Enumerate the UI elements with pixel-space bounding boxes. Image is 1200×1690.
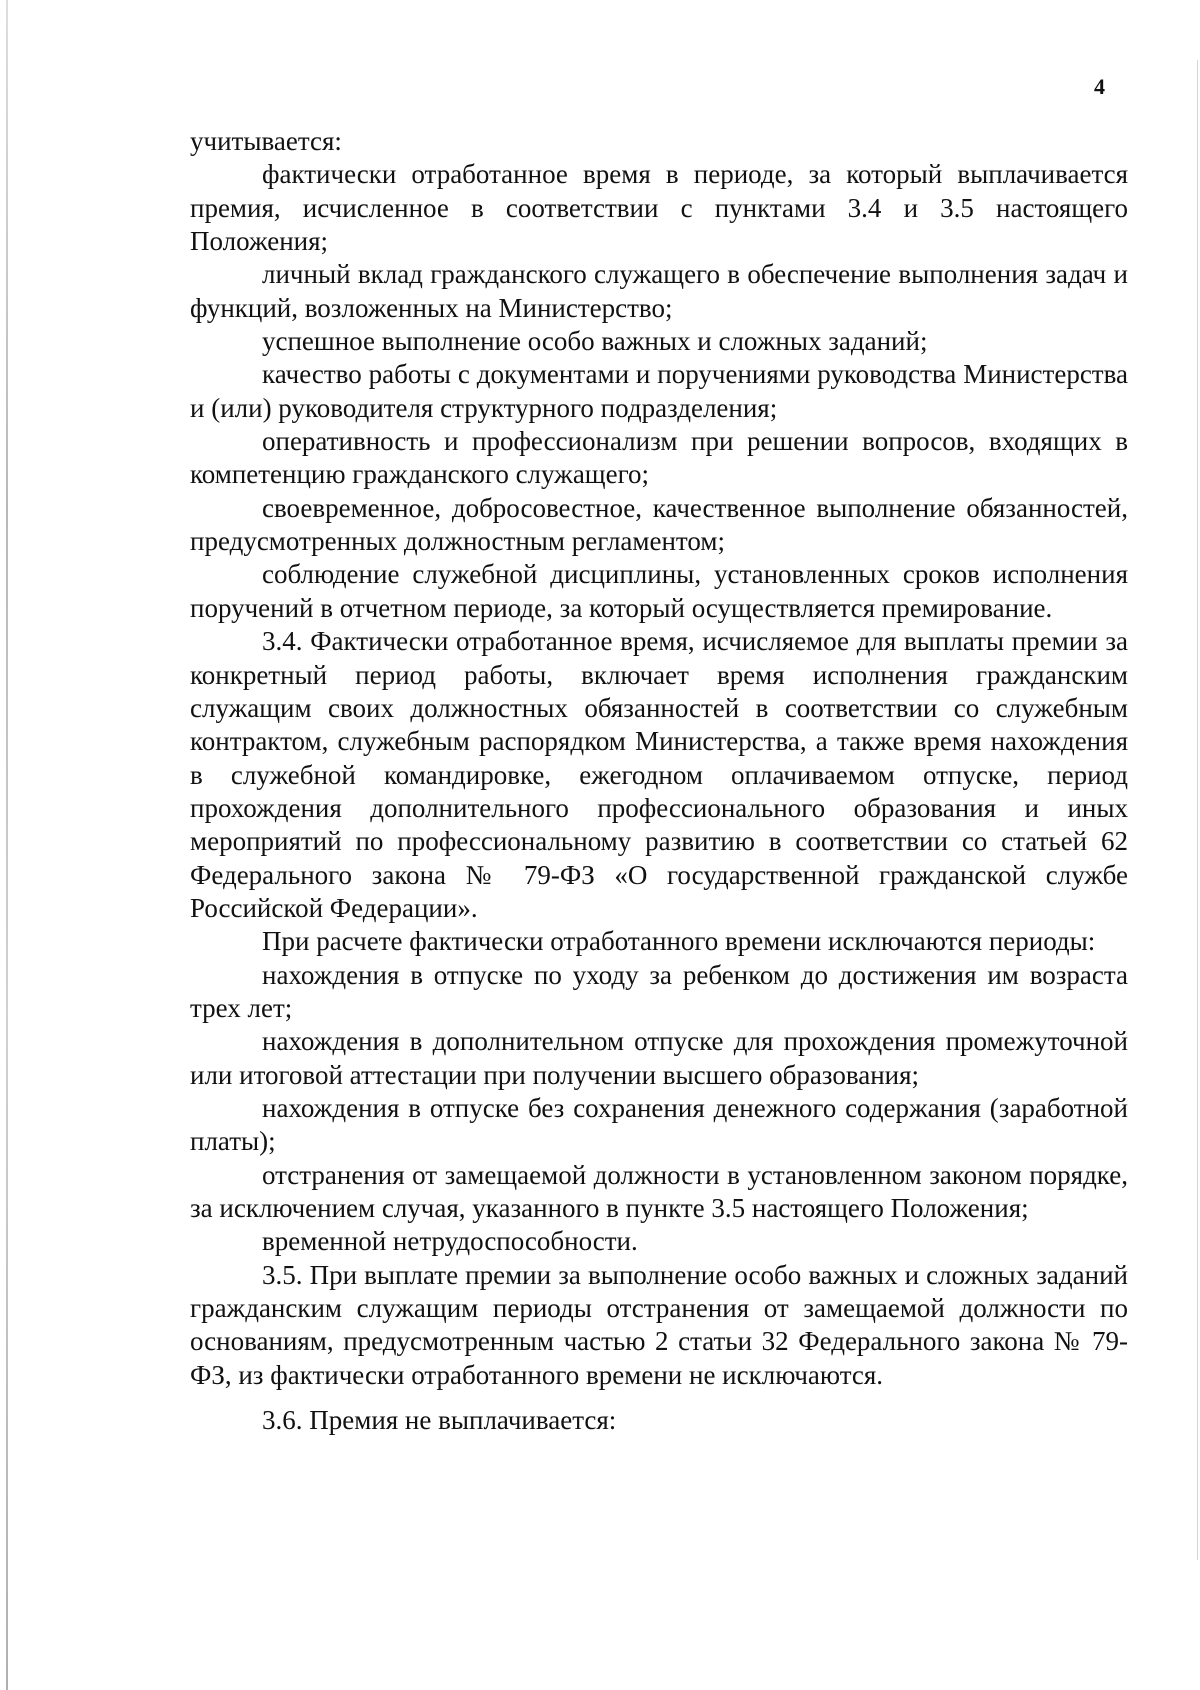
paragraph: 3.5. При выплате премии за выполнение особо важных и сложных заданий гражданским служащим периоды отстранения от замещаемой должности по основаниям, предусмотренным частью 2 статьи 32 Федерального закона № 79-ФЗ, из фактически отработанного времени не исключаются. — [190, 1259, 1128, 1390]
paragraph: нахождения в отпуске по уходу за ребенком до достижения им возраста трех лет; — [190, 959, 1128, 1023]
paragraph: При расчете фактически отработанного времени исключаются периоды: — [262, 926, 1096, 957]
paragraph: временной нетрудоспособности. — [262, 1226, 638, 1257]
paragraph: успешное выполнение особо важных и сложных заданий; — [262, 326, 928, 357]
paragraph: 3.6. Премия не выплачивается: — [262, 1405, 617, 1436]
paragraph: оперативность и профессионализм при решении вопросов, входящих в компетенцию гражданского служащего; — [190, 426, 1128, 490]
scan-edge-left — [6, 0, 8, 1690]
paragraph: нахождения в дополнительном отпуске для прохождения промежуточной или итоговой аттестации при получении высшего образования; — [190, 1026, 1128, 1090]
paragraph: нахождения в отпуске без сохранения денежного содержания (заработной платы); — [190, 1092, 1128, 1157]
paragraph: 3.4. Фактически отработанное время, исчисляемое для выплаты премии за конкретный период работы, включает время исполнения гражданским служащим своих должностных обязанностей в соответствии со служебным контрактом, служебным распорядком Министерства, а также время нахождения в служебной командировке, ежегодном оплачиваемом отпуске, период прохождения дополнительного профессионального образования и иных мероприятий по профессиональному развитию в соответствии со статьей 62 Федерального закона № 79-ФЗ «О государственной гражданской службе Российской Федерации». — [190, 626, 1128, 923]
scan-edge-right — [1197, 60, 1198, 1560]
paragraph: отстранения от замещаемой должности в установленном законом порядке, за исключением случая, указанного в пункте 3.5 настоящего Положения; — [190, 1159, 1128, 1223]
paragraph: учитывается: — [190, 126, 342, 156]
paragraph: соблюдение служебной дисциплины, установленных сроков исполнения поручений в отчетном периоде, за который осуществляется премирование. — [190, 559, 1128, 623]
paragraph: фактически отработанное время в периоде, за который выплачивается премия, исчисленное в соответствии с пунктами 3.4 и 3.5 настоящего Положения; — [190, 159, 1128, 257]
paragraph: качество работы с документами и поручениями руководства Министерства и (или) руководителя структурного подразделения; — [190, 359, 1128, 423]
page-number: 4 — [1094, 74, 1105, 99]
paragraph: личный вклад гражданского служащего в обеспечение выполнения задач и функций, возложенных на Министерство; — [190, 259, 1128, 323]
paragraph: своевременное, добросовестное, качественное выполнение обязанностей, предусмотренных должностным регламентом; — [190, 492, 1128, 557]
document-body — [190, 125, 1128, 1437]
